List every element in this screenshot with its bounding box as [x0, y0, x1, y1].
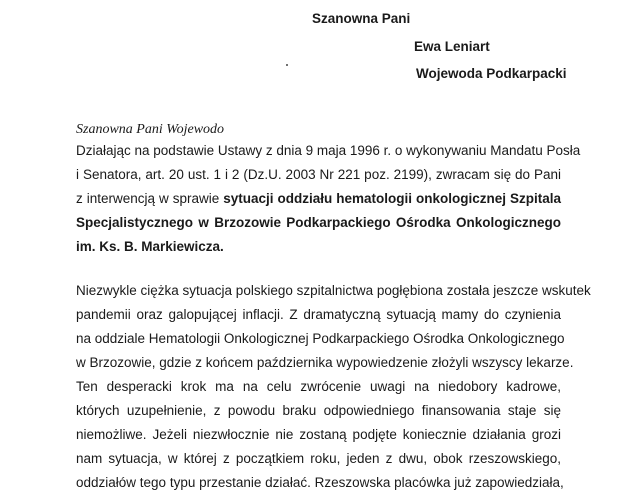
scan-speck: [286, 64, 288, 66]
recipient-greeting: Szanowna Pani: [312, 11, 411, 26]
paragraph-2-line-4: w Brzozowie, gdzie z końcem października wypowiedzenie złożyli wszyscy lekarze.: [76, 355, 574, 370]
recipient-name: Ewa Leniart: [414, 39, 490, 54]
paragraph-1-line-4: Specjalistycznego w Brzozowie Podkarpackiego Ośrodka Onkologicznego: [76, 215, 561, 230]
paragraph-1-line-3-prefix: z interwencją w sprawie: [76, 191, 224, 206]
paragraph-2-line-2: pandemii oraz galopującej inflacji. Z dramatyczną sytuacją mamy do czynienia: [76, 307, 561, 322]
paragraph-2-line-7: niemożliwe. Jeżeli niezwłocznie nie zostaną podjęte koniecznie działania grozi: [76, 427, 561, 442]
paragraph-1-line-3-bold: sytuacji oddziału hematologii onkologicznej Szpitala: [223, 191, 562, 206]
paragraph-1-line-1: Działając na podstawie Ustawy z dnia 9 maja 1996 r. o wykonywaniu Mandatu Posła: [76, 143, 581, 158]
paragraph-2-line-9: oddziałów tego typu przestanie działać. Rzeszowska placówka już zapowiedziała,: [76, 475, 564, 490]
paragraph-2-line-6: których uzupełnienie, z powodu braku odpowiedniego finansowania staje się: [76, 403, 561, 418]
paragraph-2-line-3: na oddziale Hematologii Onkologicznej Podkarpackiego Ośrodka Onkologicznego: [76, 331, 565, 346]
paragraph-1-line-5: im. Ks. B. Markiewicza.: [76, 239, 224, 254]
paragraph-2-line-8: nam sytuacja, w której z początkiem roku, jeden z dwu, obok rzeszowskiego,: [76, 451, 561, 466]
salutation: Szanowna Pani Wojewodo: [76, 122, 225, 137]
recipient-title: Wojewoda Podkarpacki: [416, 66, 567, 81]
paragraph-2-line-1: Niezwykle ciężka sytuacja polskiego szpitalnictwa pogłębiona została jeszcze wskutek: [76, 283, 591, 298]
paragraph-1-line-2: i Senatora, art. 20 ust. 1 i 2 (Dz.U. 2003 Nr 221 poz. 2199), zwracam się do Pani: [76, 167, 561, 182]
paragraph-2-line-5: Ten desperacki krok ma na celu zwrócenie uwagi na niedobory kadrowe,: [76, 379, 561, 394]
paragraph-1-line-3: [76, 187, 561, 211]
